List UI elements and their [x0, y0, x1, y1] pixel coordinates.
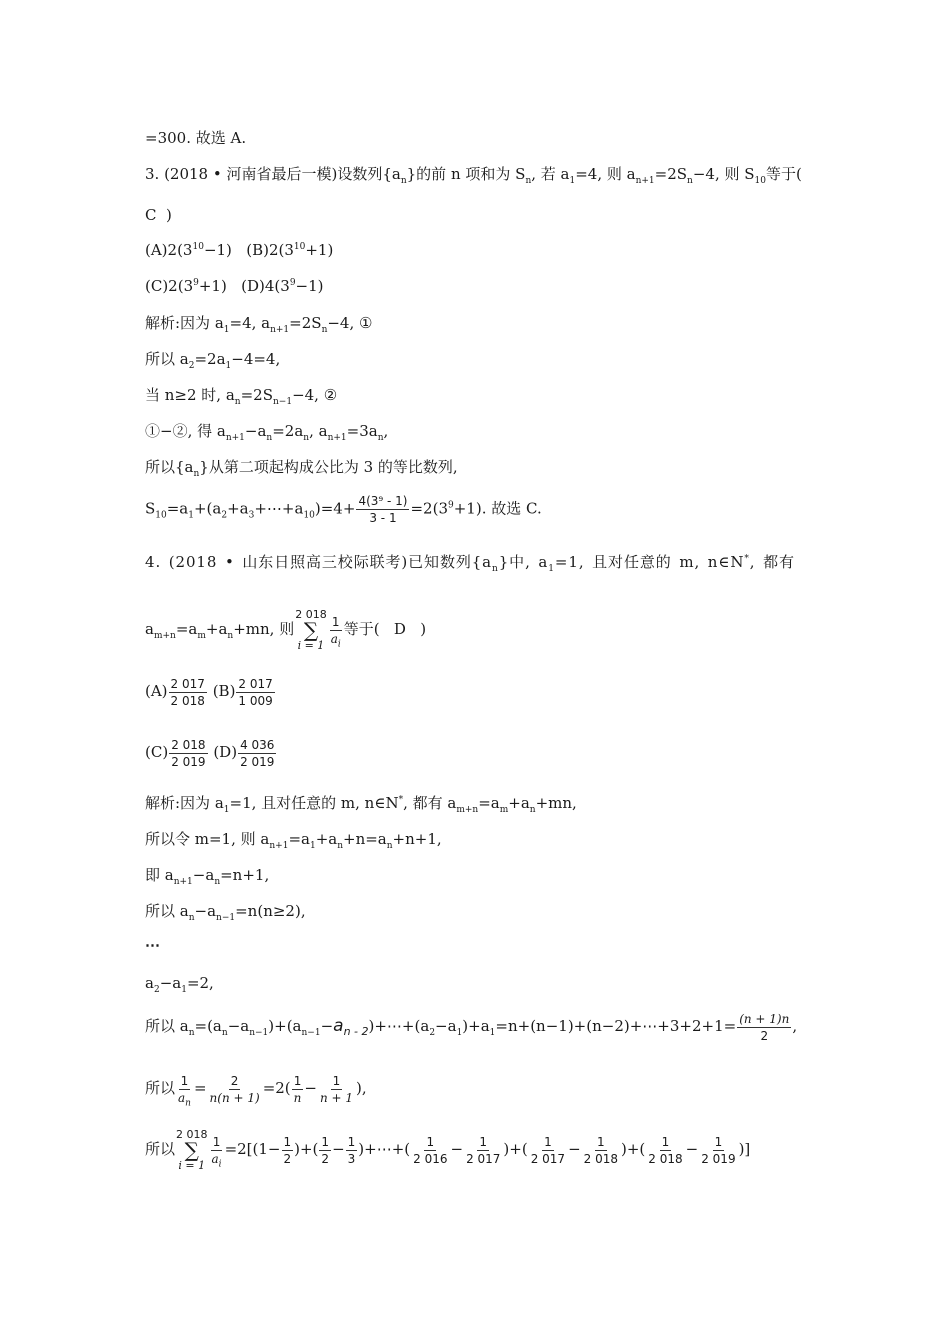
question-3-options-ab: $(A)2(3^{10}-1)$ $(B)2(3^{10}+1)$: [145, 241, 334, 259]
question-4-solution-2: 所以令 m=1, 则 $a_{n+1}=a_1+a_n+n=a_n+n+1$,: [145, 830, 442, 851]
question-4-stem: 4. (2018 • 山东日照高三校际联考)已知数列$\{a_n\}$中, $a_1=1$, 且对任意的 m, n∈N*, 都有: [145, 553, 795, 574]
fraction: $\frac{1}{2 018}$: [583, 1134, 618, 1166]
fraction: $\frac{1}{a_i}$: [330, 614, 341, 649]
summation: 2 018 ∑ i = 1: [176, 1128, 208, 1172]
fraction: $\frac{1}{2 016}$: [413, 1134, 448, 1166]
fraction: $\frac{1}{3}$: [347, 1134, 356, 1166]
question-3-solution-6: $S_{10}=a_1+(a_2+a_3+\cdots+a_{10})=4+$ $\frac{\text{4(3⁹ - 1)}}{3 - 1}$ $=2(3^9+1)$. 故选 C.: [145, 494, 542, 525]
question-4-solution-9: 所以 2 018 ∑ i = 1 $\frac{1}{a_i}$ =2[(1− $\frac{1}{2}$ )+( $\frac{1}{2}$ − $\frac{1}{3}$ )+⋯+( $\frac{1}{2 016}$ − $\frac{1}{2 017}$ )+( $\frac{1}{2 017}$ − $\frac{1}{2 018}$ )+( $\frac{1}{2 018}$ − $\frac{1}{2 019}$ )]: [145, 1128, 751, 1172]
fraction: $\frac{2 017}{2 018}$: [170, 676, 205, 708]
fraction: $\frac{1}{a_i}$: [211, 1134, 222, 1169]
text-line: =300. 故选 A.: [145, 129, 247, 147]
question-4-solution-4: 所以 $a_n-a_{n-1}=n(n\ge 2)$,: [145, 902, 306, 923]
fraction: $\frac{\text{4(3⁹ - 1)}}{3 - 1}$: [358, 494, 408, 525]
fraction: $\frac{4 036}{2 019}$: [240, 737, 275, 769]
summation: 2 018 ∑ i = 1: [295, 608, 327, 652]
question-4-options-ab: (A) $\frac{2 017}{2 018}$ (B) $\frac{2 017}{1 009}$: [145, 676, 273, 708]
fraction: $\frac{(n + 1)n}{2}$: [739, 1011, 790, 1043]
question-3-stem: 3. (2018 • 河南省最后一模)设数列$\{a_n\}$的前 n 项和为 $S_n$, 若 $a_1=4$, 则 $a_{n+1}=2S_n-4$, 则 $S_{10}$等于(: [145, 165, 802, 186]
question-3-solution-3: 当 n≥2 时, $a_n=2S_{n-1}-4$, ②: [145, 386, 338, 407]
fraction: $\frac{1}{2 018}$: [648, 1134, 683, 1166]
question-4-options-cd: (C) $\frac{2 018}{2 019}$ (D) $\frac{4 036}{2 019}$: [145, 737, 275, 769]
fraction: $\frac{1}{2 019}$: [701, 1134, 736, 1166]
fraction: $\frac{1}{2}$: [321, 1134, 330, 1166]
question-4-stem-2: $a_{m+n}=a_m+a_n+mn$, 则 2 018 ∑ i = 1 $\frac{1}{a_i}$ 等于( D ): [145, 608, 427, 652]
question-4-solution-1: 解析:因为 $a_1=1$, 且对任意的 m, n∈N*, 都有 $a_{m+n}=a_m+a_n+mn$,: [145, 794, 577, 815]
question-3-solution-5: 所以$\{a_n\}$从第二项起构成公比为 3 的等比数列,: [145, 458, 458, 479]
fraction: $\frac{2 017}{1 009}$: [238, 676, 273, 708]
fraction: $\frac{1}{a_n}$: [178, 1073, 191, 1108]
question-3-solution-1: 解析:因为 $a_1=4$, $a_{n+1}=2S_n-4$, ①: [145, 314, 373, 335]
fraction: $\frac{1}{2 017}$: [466, 1134, 501, 1166]
question-4-solution-8: 所以 $\frac{1}{a_n}$ = $\frac{2}{n(n + 1)}$ =2( $\frac{1}{n}$ − $\frac{1}{n + 1}$ ),: [145, 1073, 367, 1108]
fraction: $\frac{1}{2}$: [283, 1134, 292, 1166]
fraction: $\frac{1}{n}$: [293, 1073, 302, 1105]
ellipsis: ⋯: [145, 936, 160, 954]
fraction: $\frac{1}{2 017}$: [530, 1134, 566, 1166]
fraction: $\frac{2 018}{2 019}$: [171, 737, 206, 769]
fraction: $\frac{2}{n(n + 1)}$: [209, 1073, 260, 1105]
fraction: $\frac{1}{n + 1}$: [319, 1073, 354, 1105]
question-3-options-cd: $(C)2(3^9+1)$ $(D)4(3^9-1)$: [145, 277, 324, 295]
question-3-solution-2: 所以 $a_2=2a_1-4=4$,: [145, 350, 281, 371]
question-4-solution-7: 所以 $a_n=(a_n-a_{n-1})+(a_{n-1}-a_{n - 2})+\cdots+(a_2-a_1)+a_1=n+(n-1)+(n-2)+\cdots+3+2+1=$ $\frac{(n + 1)n}{2}$ ,: [145, 1011, 798, 1043]
question-3-answer: C ): [145, 206, 172, 224]
question-3-solution-4: ①−②, 得 $a_{n+1}-a_n=2a_n$, $a_{n+1}=3a_n$,: [145, 422, 389, 443]
question-4-solution-6: $a_2-a_1=2$,: [145, 974, 214, 995]
question-4-solution-3: 即 $a_{n+1}-a_n=n+1$,: [145, 866, 270, 887]
